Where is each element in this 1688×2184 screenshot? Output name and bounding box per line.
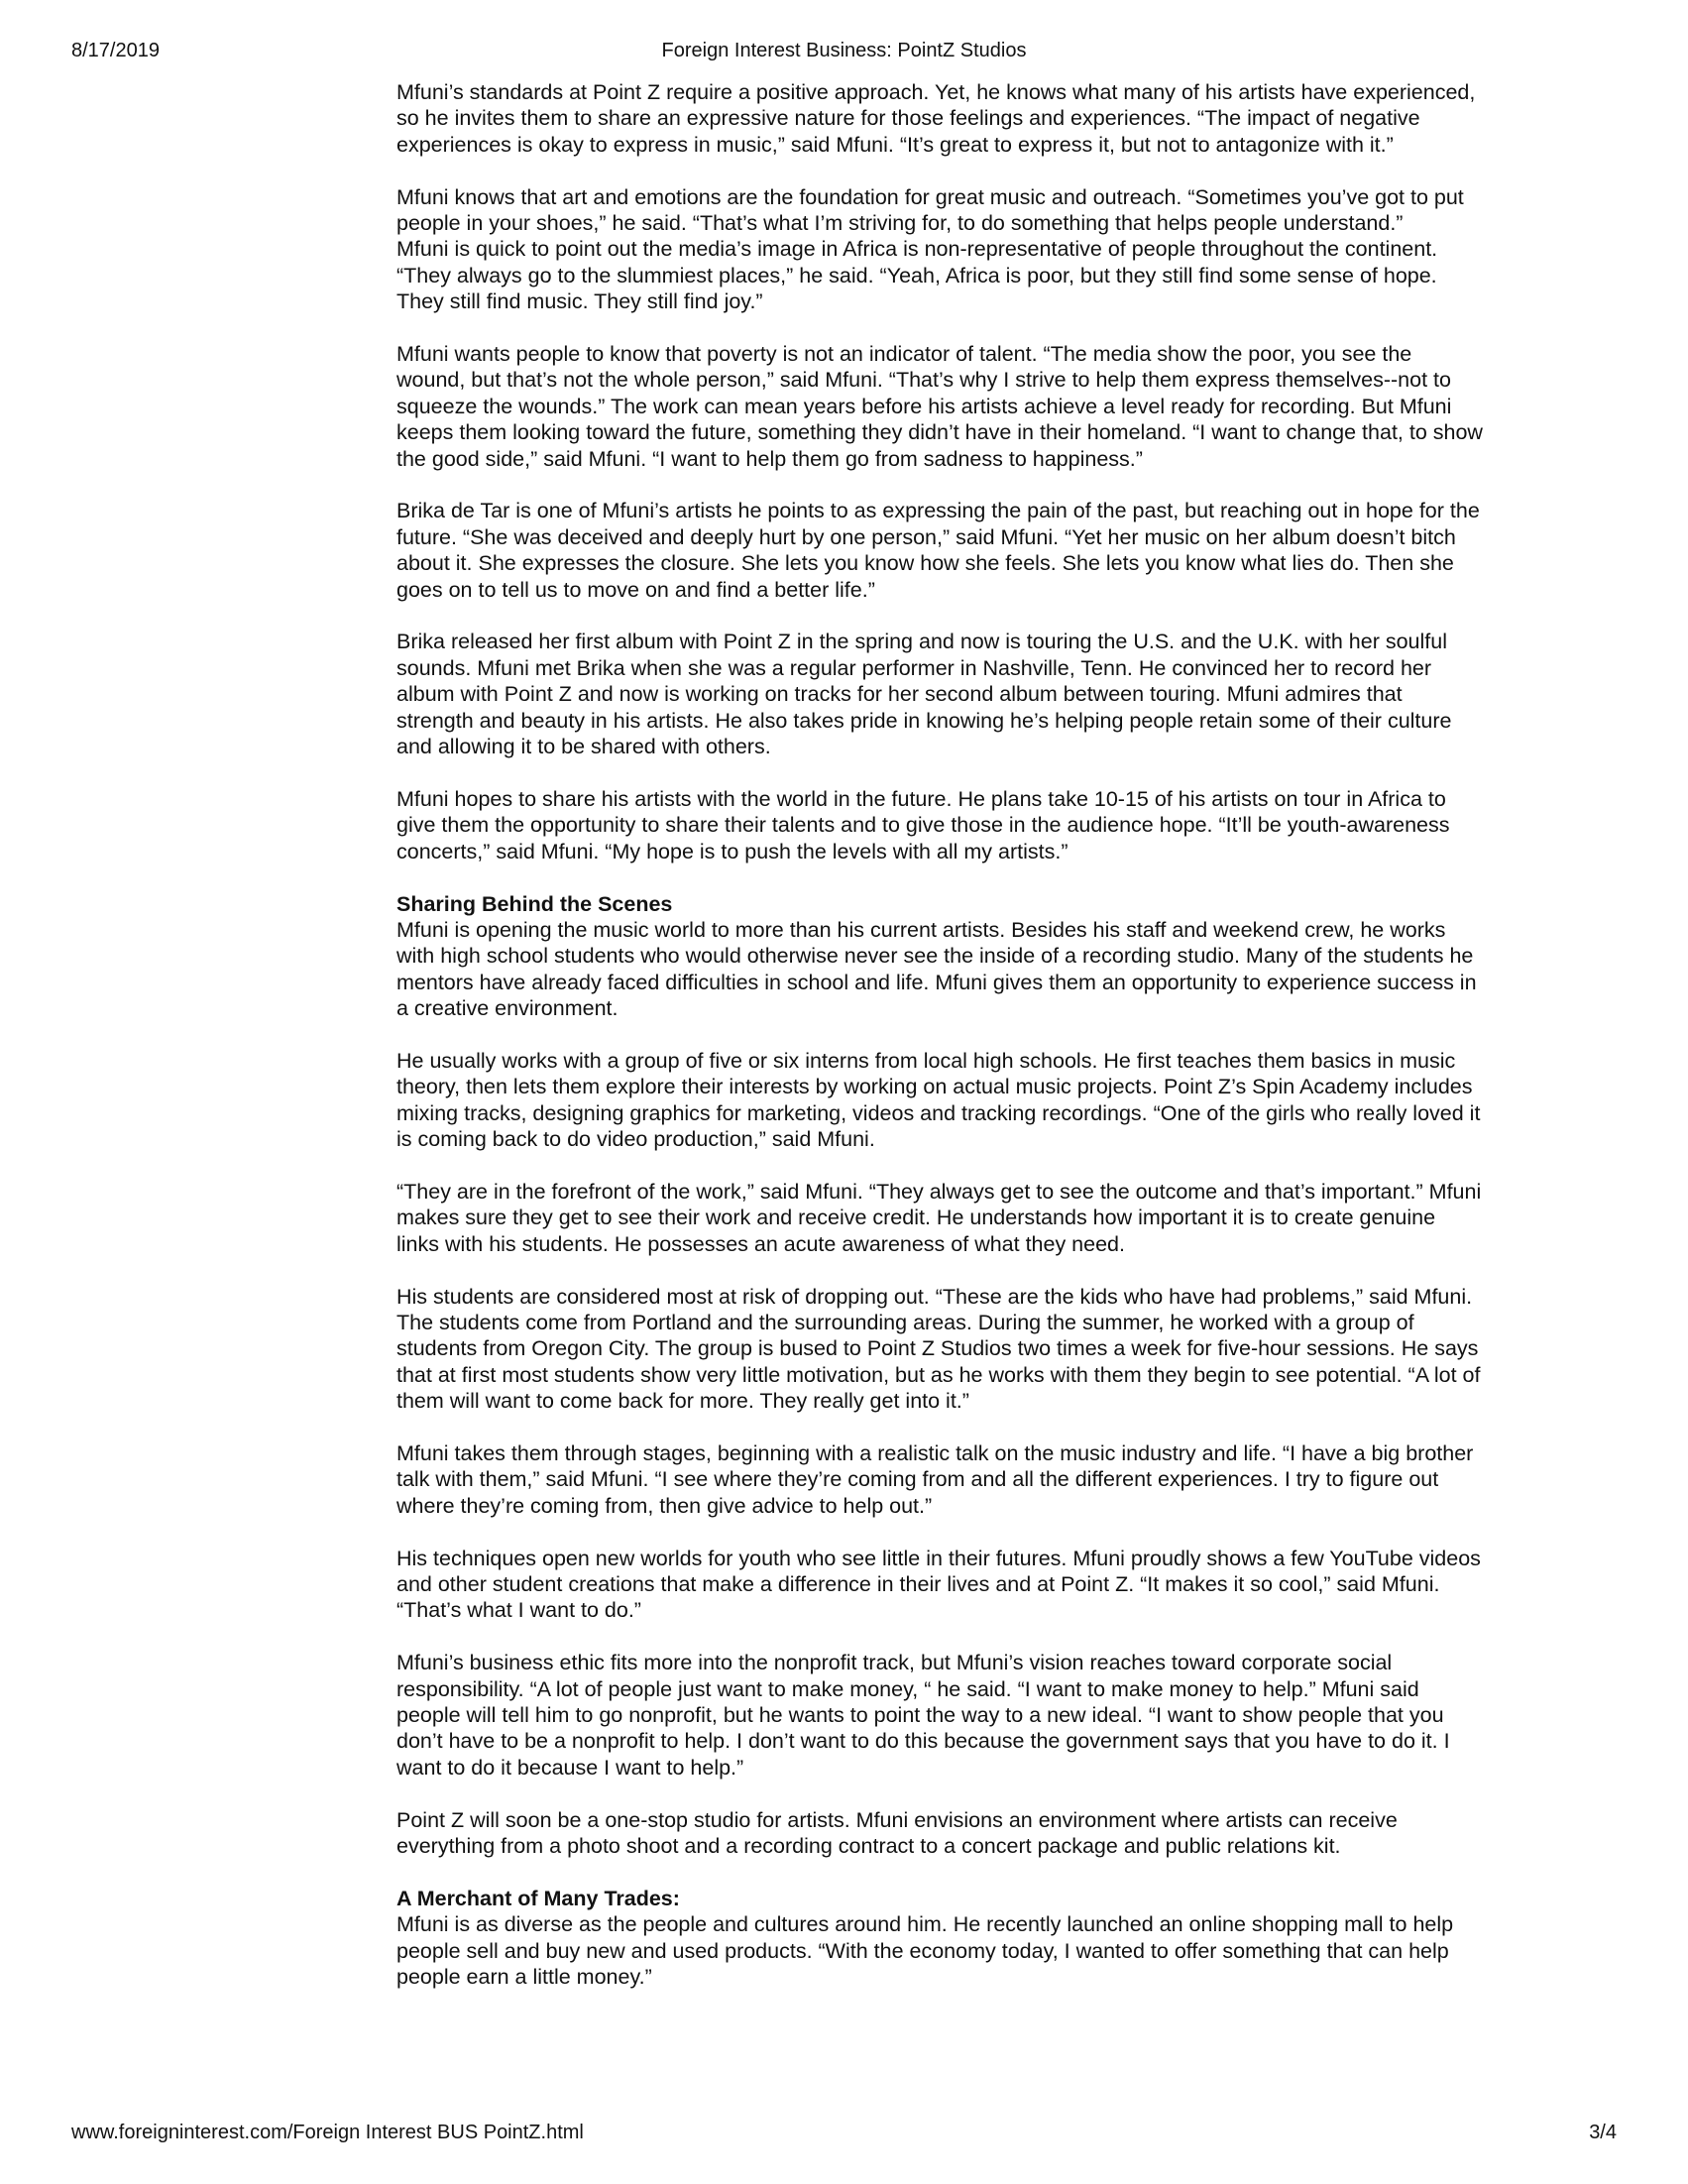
- page-url: www.foreigninterest.com/Foreign Interest BUS PointZ.html: [71, 2122, 584, 2143]
- article-body: [396, 79, 1483, 1990]
- paragraph: Mfuni is quick to point out the media’s image in Africa is non-representative of people throughout the continent. “They always go to the slummiest places,” he said. “Yeah, Africa is poor, but they still find some sense of hope. They still find music. They still find joy.”: [396, 237, 1438, 314]
- page-number: 3/4: [1589, 2122, 1617, 2143]
- print-date: 8/17/2019: [71, 40, 160, 61]
- paragraph: Mfuni’s standards at Point Z require a positive approach. Yet, he knows what many of his artists have experienced, so he invites them to share an expressive nature for those feelings and experiences. “The impact of negative experiences is okay to express in music,” said Mfuni. “It’s great to express it, but not to antagonize with it.”: [396, 80, 1476, 157]
- section-heading: A Merchant of Many Trades:: [396, 1886, 680, 1910]
- paragraph: His students are considered most at risk of dropping out. “These are the kids who have had problems,” said Mfuni. The students come from Portland and the surrounding areas. During the summer, he worked with a group of students from Oregon City. The group is bused to Point Z Studios two times a week for five-hour sessions. He says that at first most students show very little motivation, but as he works with them they begin to see potential. “A lot of them will want to come back for more. They really get into it.”: [396, 1284, 1481, 1414]
- paragraph: Mfuni hopes to share his artists with the world in the future. He plans take 10-15 of his artists on tour in Africa to give them the opportunity to share their talents and to give those in the audience hope. “It’ll be youth-awareness concerts,” said Mfuni. “My hope is to push the levels with all my artists.”: [396, 786, 1450, 863]
- paragraph: Point Z will soon be a one-stop studio for artists. Mfuni envisions an environment where artists can receive everything from a photo shoot and a recording contract to a concert package and public relations kit.: [396, 1807, 1398, 1859]
- paragraph: Mfuni is opening the music world to more than his current artists. Besides his staff and weekend crew, he works with high school students who would otherwise never see the inside of a recording studio. Many of the students he mentors have already faced difficulties in school and life. Mfuni gives them an opportunity to experience success in a creative environment.: [396, 917, 1477, 1021]
- paragraph: His techniques open new worlds for youth who see little in their futures. Mfuni proudly shows a few YouTube videos and other student creations that make a difference in their lives and at Point Z. “It makes it so cool,” said Mfuni. “That’s what I want to do.”: [396, 1546, 1481, 1623]
- paragraph: Mfuni is as diverse as the people and cultures around him. He recently launched an online shopping mall to help people sell and buy new and used products. “With the economy today, I wanted to offer something that can help people earn a little money.”: [396, 1912, 1454, 1990]
- paragraph: Mfuni takes them through stages, beginning with a realistic talk on the music industry and life. “I have a big brother talk with them,” said Mfuni. “I see where they’re coming from and all the different experiences. I try to figure out where they’re coming from, then give advice to help out.”: [396, 1440, 1474, 1518]
- print-header: [71, 40, 1617, 67]
- paragraph: “They are in the forefront of the work,” said Mfuni. “They always get to see the outcome and that’s important.” Mfuni makes sure they get to see their work and receive credit. He understands how important it is to create genuine links with his students. He possesses an acute awareness of what they need.: [396, 1179, 1482, 1256]
- page-title: Foreign Interest Business: PointZ Studios: [661, 40, 1027, 61]
- paragraph: Brika de Tar is one of Mfuni’s artists he points to as expressing the pain of the past, but reaching out in hope for the future. “She was deceived and deeply hurt by one person,” said Mfuni. “Yet her music on her album doesn’t bitch about it. She expresses the closure. She lets you know how she feels. She lets you know what lies do. Then she goes on to tell us to move on and find a better life.”: [396, 499, 1480, 602]
- paragraph: Brika released her first album with Point Z in the spring and now is touring the U.S. and the U.K. with her soulful sounds. Mfuni met Brika when she was a regular performer in Nashville, Tenn. He convinced her to record her album with Point Z and now is working on tracks for her second album between touring. Mfuni admires that strength and beauty in his artists. He also takes pride in knowing he’s helping people retain some of their culture and allowing it to be shared with others.: [396, 630, 1452, 759]
- paragraph: Mfuni knows that art and emotions are the foundation for great music and outreach. “Sometimes you’ve got to put people in your shoes,” he said. “That’s what I’m striving for, to do something that helps people understand.”: [396, 184, 1464, 236]
- paragraph: Mfuni wants people to know that poverty is not an indicator of talent. “The media show the poor, you see the wound, but that’s not the whole person,” said Mfuni. “That’s why I strive to help them express themselves--not to squeeze the wounds.” The work can mean years before his artists achieve a level ready for recording. But Mfuni keeps them looking toward the future, something they didn’t have in their homeland. “I want to change that, to show the good side,” said Mfuni. “I want to help them go from sadness to happiness.”: [396, 342, 1483, 471]
- paragraph: Mfuni’s business ethic fits more into the nonprofit track, but Mfuni’s vision reaches toward corporate social responsibility. “A lot of people just want to make money, “ he said. “I want to make money to help.” Mfuni said people will tell him to go nonprofit, but he wants to point the way to a new ideal. “I want to show people that you don’t have to be a nonprofit to help. I don’t want to do this because the government says that you have to do it. I want to do it because I want to help.”: [396, 1651, 1450, 1780]
- section-heading: Sharing Behind the Scenes: [396, 891, 673, 916]
- print-footer: [71, 2122, 1617, 2149]
- paragraph: He usually works with a group of five or six interns from local high schools. He first teaches them basics in music theory, then lets them explore their interests by working on actual music projects. Point Z’s Spin Academy includes mixing tracks, designing graphics for marketing, videos and tracking recordings. “One of the girls who really loved it is coming back to do video production,” said Mfuni.: [396, 1048, 1481, 1152]
